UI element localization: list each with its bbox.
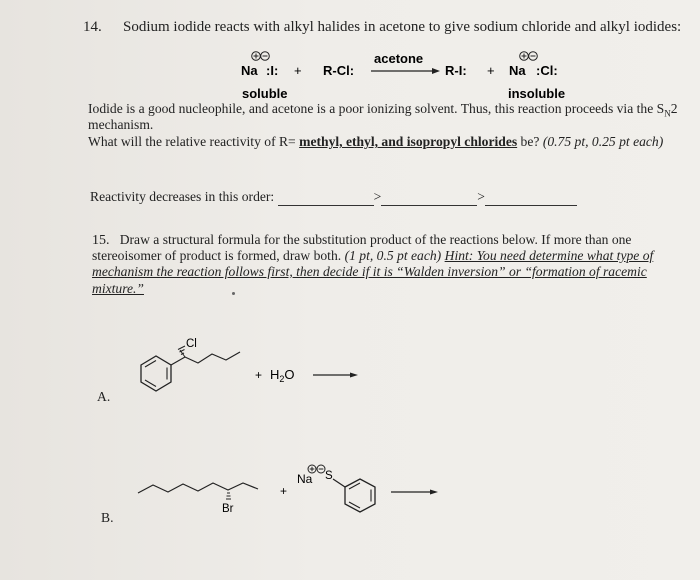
question-15-line-2: stereoisomer of product is formed, draw both. (1 pt, 0.5 pt each) Hint: You need determine what type of bbox=[92, 248, 654, 263]
sodium-cation-product: Na bbox=[509, 63, 526, 78]
bromine-atom: Br bbox=[222, 503, 234, 515]
plus-sign-b: + bbox=[280, 484, 288, 498]
sodium-cation-b: Na bbox=[297, 472, 313, 486]
answer-blank-1[interactable] bbox=[278, 189, 374, 206]
reactivity-answer-row: Reactivity decreases in this order: > > bbox=[90, 189, 577, 206]
stray-dot bbox=[232, 292, 235, 295]
answer-blank-2[interactable] bbox=[381, 189, 477, 206]
relative-reactivity-question: What will the relative reactivity of R= methyl, ethyl, and isopropyl chlorides be? (0.75 pt, 0.25 pt each) bbox=[88, 134, 664, 149]
sodium-cation: Na bbox=[241, 63, 258, 78]
question-15-number: 15. bbox=[92, 233, 110, 248]
arrow-label-acetone: acetone bbox=[374, 51, 424, 66]
part-b-label: B. bbox=[101, 510, 114, 525]
iodide-anion: :I: bbox=[266, 63, 279, 78]
part-a-label: A. bbox=[97, 389, 111, 404]
label-insoluble: insoluble bbox=[508, 86, 566, 101]
plus-sign-2: + bbox=[487, 63, 495, 78]
answer-blank-3[interactable] bbox=[485, 189, 577, 206]
chlorine-atom: Cl bbox=[186, 338, 197, 350]
question-15-line-4: mixture.” bbox=[92, 281, 144, 296]
label-soluble: soluble bbox=[242, 86, 288, 101]
explanation-line-2: mechanism. bbox=[88, 117, 154, 132]
question-15-line-3: mechanism the reaction follows first, then decide if it is “Walden inversion” or “formation of racemic bbox=[92, 264, 647, 279]
alkyl-chloride: R-Cl: bbox=[323, 63, 355, 78]
benzene-ring-b bbox=[345, 479, 375, 512]
plus-sign-1: + bbox=[294, 63, 302, 78]
part-a-reaction bbox=[0, 330, 700, 410]
hashed-bond-b bbox=[226, 493, 231, 499]
question-15-line-1: 15. Draw a structural formula for the substitution product of the reactions below. If more than one bbox=[92, 232, 632, 248]
water-reagent: $H_2O$ bbox=[270, 367, 295, 384]
sulfur-atom: S bbox=[325, 470, 333, 482]
plus-sign-a: + bbox=[255, 368, 263, 382]
alkyl-iodide: R-I: bbox=[445, 63, 467, 78]
question-14-number: 14. bbox=[83, 19, 102, 35]
part-b-reaction bbox=[0, 452, 700, 532]
chloride-anion: :Cl: bbox=[536, 63, 558, 78]
benzene-ring-a bbox=[141, 356, 171, 391]
hashed-bond-a bbox=[178, 346, 185, 357]
question-14-prompt: Sodium iodide reacts with alkyl halides in acetone to give sodium chloride and alkyl iodides: bbox=[123, 19, 682, 35]
alkyl-chain-b bbox=[138, 483, 258, 493]
explanation-line-1: Iodide is a good nucleophile, and acetone is a poor ionizing solvent. Thus, this reaction proceeds via the $S_N2$ bbox=[88, 101, 678, 119]
